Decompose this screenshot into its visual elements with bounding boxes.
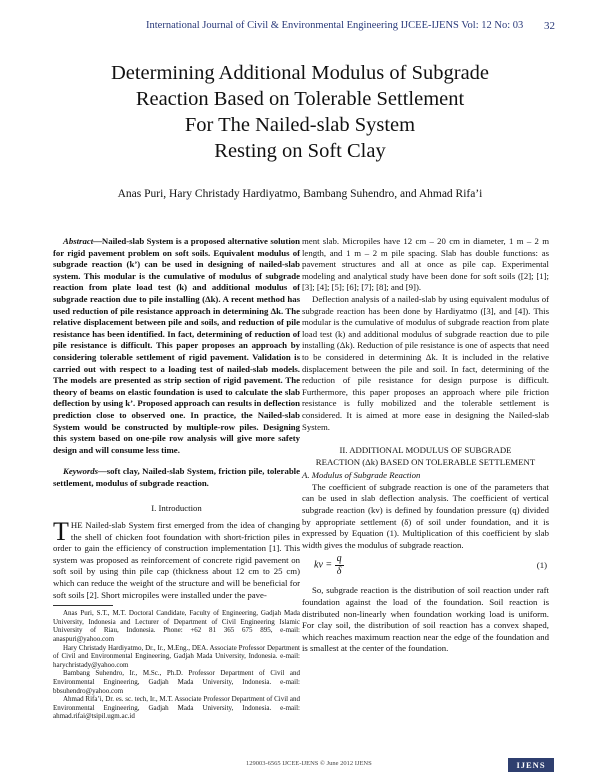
equation-denominator: δ — [336, 566, 342, 578]
author-list: Anas Puri, Hary Christady Hardiyatmo, Bambang Suhendro, and Ahmad Rifa’i — [117, 188, 483, 200]
keywords-label: Keywords — [63, 466, 98, 477]
page-footer — [0, 760, 600, 774]
section-heading-2-line-2: REACTION (Δk) BASED ON TOLERABLE SETTLEMENT — [315, 456, 536, 467]
issn-text: 129003-6565 IJCEE-IJENS © June 2012 IJENS — [246, 760, 372, 767]
title-line-1: Determining Additional Modulus of Subgrade — [110, 62, 490, 84]
journal-name: International Journal of Civil & Environmental Engineering IJCEE-IJENS Vol: 12 No: 03 — [146, 20, 524, 31]
equation-lhs: kv = — [314, 559, 333, 571]
title-line-2: Reaction Based on Tolerable Settlement — [135, 88, 465, 110]
footnote-author-2: Hary Christady Hardiyatmo, Dr., Ir., M.Eng., DEA. Associate Professor Department of Civil and Environmental Engineering, Gadjah Mada University, Indonesia. e-mail: harychristady@yahoo.com — [53, 643, 300, 669]
page-number: 32 — [544, 20, 555, 32]
paper-title — [40, 60, 560, 164]
right-paragraph-1: ment slab. Micropiles have 12 cm – 20 cm in diameter, 1 m – 2 m length, and 1 m – 2 m pile spacing. Slab has double functions: as pavement structures and all at once as pile cap. Experimental modeling and analytical study have been done for soft soils ([2]; [1]; [3]; [4]; [5]; [6]; [7]; [8]; and [9]). — [302, 236, 549, 293]
keywords — [53, 466, 300, 489]
right-paragraph-2: Deflection analysis of a nailed-slab by using equivalent modulus of subgrade reaction has been done by Hardiyatmo ([3], and [4]). This modular is the cumulative of modulus of subgrade reaction from plate load test (k) and additional modulus of subgrade reaction due to pile installing (Δk). Reduction of pile resistance is one of aspects that need to be considered in determining Δk. It is included in the relative displacement between the pile and soil. In fact, determining of the reduction of pile resistance for design purpose is difficult. Furthermore, this paper proposes an approach where pile friction resistance is fully mobilized and the tolerable settlement is considered. It is aimed at more ease in designing the Nailed-slab System. — [302, 293, 549, 432]
footnote-author-3: Bambang Suhendro, Ir., M.Sc., Ph.D. Professor Department of Civil and Environmental Engineering, Gadjah Mada University, Indonesia. e-mail: bbsuhendro@yahoo.com — [53, 669, 300, 695]
keywords-text: —soft clay, Nailed-slab System, friction pile, tolerable settlement, modulus of subgrade reaction. — [53, 466, 300, 488]
running-header — [0, 20, 600, 34]
section-heading-introduction: I. Introduction — [151, 503, 202, 514]
title-line-3: For The Nailed-slab System — [184, 114, 416, 136]
abstract-label: Abstract — [63, 236, 94, 246]
footnote-author-1: Anas Puri, S.T., M.T. Doctoral Candidate, Faculty of Engineering, Gadjah Mada University, Indonesia and Lecturer of Department of Civil Engineering Islamic University of Riau, Indonesia. Phone: +62 81 365 675 895, e-mail: anaspuri@yahoo.com — [53, 609, 300, 643]
right-column — [302, 236, 549, 655]
equation-body — [314, 553, 344, 577]
equation-fraction — [335, 553, 344, 577]
section-heading-2-line-1: II. ADDITIONAL MODULUS OF SUBGRADE — [339, 445, 512, 456]
right-paragraph-3: The coefficient of subgrade reaction is one of the parameters that can be used in slab deflection analysis. The coefficient of vertical subgrade reaction (kv) is defined by foundation pressure (q) divided by appropriate settlement (δ) of soil under foundation, and it is expressed by Equation (1). Multiplication of this coefficient by slab width gives the modulus of subgrade reaction. — [302, 481, 549, 550]
equation-number: (1) — [536, 560, 547, 571]
drop-cap: T — [53, 517, 69, 547]
footnote-rule — [53, 605, 113, 606]
subsection-heading: A. Modulus of Subgrade Reaction — [302, 470, 421, 481]
footnote-author-4: Ahmad Rifa’i, Dr. es. sc. tech, Ir., M.T. Associate Professor Department of Civil and Environmental Engineering, Gadjah Mada University, Indonesia. e-mail: ahmad.rifai@tsipil.ugm.ac.id — [53, 695, 300, 721]
intro-paragraph — [53, 517, 300, 601]
ijens-logo: IJENS — [508, 758, 554, 772]
abstract — [53, 236, 300, 456]
title-line-4: Resting on Soft Clay — [214, 140, 386, 162]
abstract-text: —Nailed-slab System is a proposed alternative solution for rigid pavement problem on soft soils. Equivalent modulus of subgrade reaction (k’) can be used in designing of nailed-slab system. This modular is the cumulative of modulus of subgrade reaction from plate load test (k) and additional modulus of subgrade reaction due to pile installing (Δk). A recent method has used reduction of pile resistance approach in determining Δk. The relative displacement between pile and soils, and reduction of pile resistance has been identified. In fact, determining of reduction of pile resistance is difficult. This paper proposes an approach by considering tolerable settlement of rigid pavement. Validation is carried out with respect to a loading test of nailed-slab models. The models are presented as strip section of rigid pavement. The theory of beams on elastic foundation is used to calculate the slab deflection by using k’. Proposed approach can results in deflection prediction close to observed one. In practice, the Nailed-slab System would be constructed by multiple-row piles. Designing this system based on one-pile row analysis will give more safety design and will consume less time. — [53, 236, 300, 455]
intro-text: HE Nailed-slab System first emerged from the idea of changing the shell of chicken foot foundation with short-friction piles in order to gain the efficiency of construction implementation [1]. This system was proposed as reinforcement of concrete rigid pavement on soft soil by using thin pile cap (thickness about 12 cm to 25 cm) which can reduce the weight of the structure and will be beneficial for soft soils [2]. Short micropiles were installed under the pave- — [53, 520, 300, 600]
right-paragraph-4: So, subgrade reaction is the distribution of soil reaction under raft foundation against the load of the foundation. Soil reaction is distributed non-linearly when foundation working load is uniform. For clay soil, the distribution of soil reaction has a convex shaped, which reaches maximum reaction near the edge of the foundation and is smallest at the center of the foundation. — [302, 585, 549, 654]
left-column — [53, 236, 300, 721]
equation-numerator: q — [336, 553, 342, 565]
equation-1 — [302, 551, 549, 585]
